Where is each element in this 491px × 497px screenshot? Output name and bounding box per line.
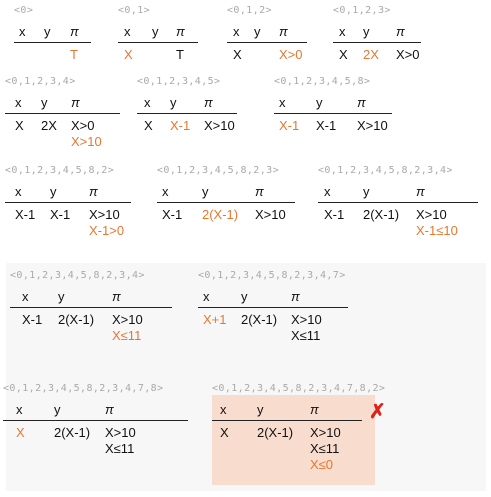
header-rule [3,420,188,421]
x-value: X [220,425,229,440]
header-x: x [19,24,26,39]
header-y: y [316,95,323,110]
header-x: x [22,289,29,304]
path-condition: X>10 [112,312,143,327]
x-value: X [233,47,242,62]
header-y: y [202,184,209,199]
x-value: X+1 [203,312,227,327]
header-pi: π [291,289,300,304]
header-pi: π [71,95,80,110]
state-panel [198,270,358,350]
header-pi: π [176,24,185,39]
path-label: <0,1,2,3,4,5,8,2,3> [157,165,279,176]
header-y: y [50,184,57,199]
path-label: <0,1,2,3,4,5,8,2,3,4,7> [198,270,346,281]
header-rule [118,42,198,43]
path-condition: X>10 [255,207,286,222]
header-y: y [241,289,248,304]
y-value: 2(X-1) [58,312,95,327]
header-x: x [203,289,210,304]
header-pi: π [105,402,114,417]
path-condition: X>10 [105,425,136,440]
header-rule [137,113,237,114]
x-value: X [124,47,133,62]
header-x: x [220,402,227,417]
path-condition: X>10 [71,134,102,149]
x-value: X-1 [162,207,183,222]
path-label: <0,1> [118,5,151,16]
header-pi: π [89,184,98,199]
header-rule [14,42,91,43]
x-value: X [15,118,24,133]
state-panel [157,165,305,245]
state-panel [274,76,402,156]
header-x: x [124,24,131,39]
state-panel [318,165,488,245]
y-value: 2(X-1) [257,425,294,440]
y-value: 2X [41,118,57,133]
header-x: x [16,402,23,417]
header-y: y [152,24,159,39]
header-x: x [15,184,22,199]
path-condition: X>0 [279,47,303,62]
path-label: <0,1,2,3,4,5,8,2,3,4> [318,165,453,176]
header-y: y [170,95,177,110]
state-panel [5,165,141,245]
path-label: <0,1,2,3,4,5,8> [274,76,371,87]
header-rule [5,202,131,203]
y-value: X-1 [50,207,71,222]
path-label: <0,1,2,3,4> [5,76,76,87]
state-panel [227,5,317,85]
header-rule [333,42,421,43]
path-label: <0,1,2,3,4,5> [137,76,221,87]
header-rule [318,202,478,203]
path-label: <0,1,2,3,4,5,8,2,3,4> [10,270,145,281]
header-pi: π [310,402,319,417]
path-label: <0,1,2,3> [333,5,391,16]
header-pi: π [70,24,79,39]
header-pi: π [204,95,213,110]
header-x: x [233,24,240,39]
path-condition: T [176,47,184,62]
infeasible-cross-icon: ✗ [369,401,386,423]
header-x: x [15,95,22,110]
path-condition: T [70,47,78,62]
header-y: y [58,289,65,304]
path-condition: X≤11 [291,328,321,343]
y-value: 2(X-1) [54,425,91,440]
x-value: X [339,47,348,62]
path-condition: X>10 [416,207,447,222]
path-condition: X≤11 [105,441,135,456]
x-value: X [16,425,25,440]
path-condition: X≤11 [112,328,142,343]
path-condition: X>10 [89,207,120,222]
x-value: X-1 [22,312,43,327]
path-condition: X>10 [357,118,388,133]
header-rule [5,113,120,114]
state-panel [118,5,208,85]
header-rule [212,420,362,421]
header-y: y [254,24,261,39]
header-y: y [54,402,61,417]
state-panel [212,383,386,472]
path-label: <0,1,2,3,4,5,8,2> [5,165,115,176]
y-value: 2X [363,47,379,62]
header-pi: π [255,184,264,199]
header-y: y [363,24,370,39]
y-value: 2(X-1) [363,207,400,222]
path-label: <0,1,2> [227,5,272,16]
state-panel [14,5,101,85]
header-pi: π [357,95,366,110]
header-rule [227,42,307,43]
header-y: y [257,402,264,417]
path-label: <0> [14,5,34,16]
path-condition: X>10 [310,425,341,440]
path-label: <0,1,2,3,4,5,8,2,3,4,7,8> [3,383,164,394]
x-value: X [144,118,153,133]
state-panel [333,5,431,85]
y-value: X-1 [316,118,337,133]
header-y: y [363,184,370,199]
path-condition: X>10 [204,118,235,133]
header-x: x [162,184,169,199]
header-rule [10,307,172,308]
x-value: X-1 [15,207,36,222]
path-condition: X>10 [291,312,322,327]
header-rule [157,202,295,203]
state-panel [10,270,182,350]
header-rule [274,113,392,114]
state-panel [5,76,130,156]
path-condition: X>0 [71,118,95,133]
header-pi: π [112,289,121,304]
x-value: X-1 [279,118,300,133]
path-label: <0,1,2,3,4,5,8,2,3,4,7,8,2> [212,383,386,394]
header-y: y [41,95,48,110]
y-value: 2(X-1) [202,207,239,222]
header-pi: π [279,24,288,39]
header-x: x [324,184,331,199]
header-rule [198,307,348,308]
y-value: X-1 [170,118,191,133]
header-x: x [339,24,346,39]
header-x: x [279,95,286,110]
header-pi: π [416,184,425,199]
path-condition: X-1≤10 [416,223,458,238]
state-panel [3,383,198,463]
state-panel [137,76,247,156]
x-value: X-1 [324,207,345,222]
header-pi: π [396,24,405,39]
header-x: x [144,95,151,110]
path-condition: X>0 [396,47,420,62]
header-y: y [44,24,51,39]
y-value: 2(X-1) [241,312,278,327]
path-condition: X≤11 [310,441,340,456]
path-condition: X-1>0 [89,223,125,238]
path-condition: X≤0 [310,457,334,472]
